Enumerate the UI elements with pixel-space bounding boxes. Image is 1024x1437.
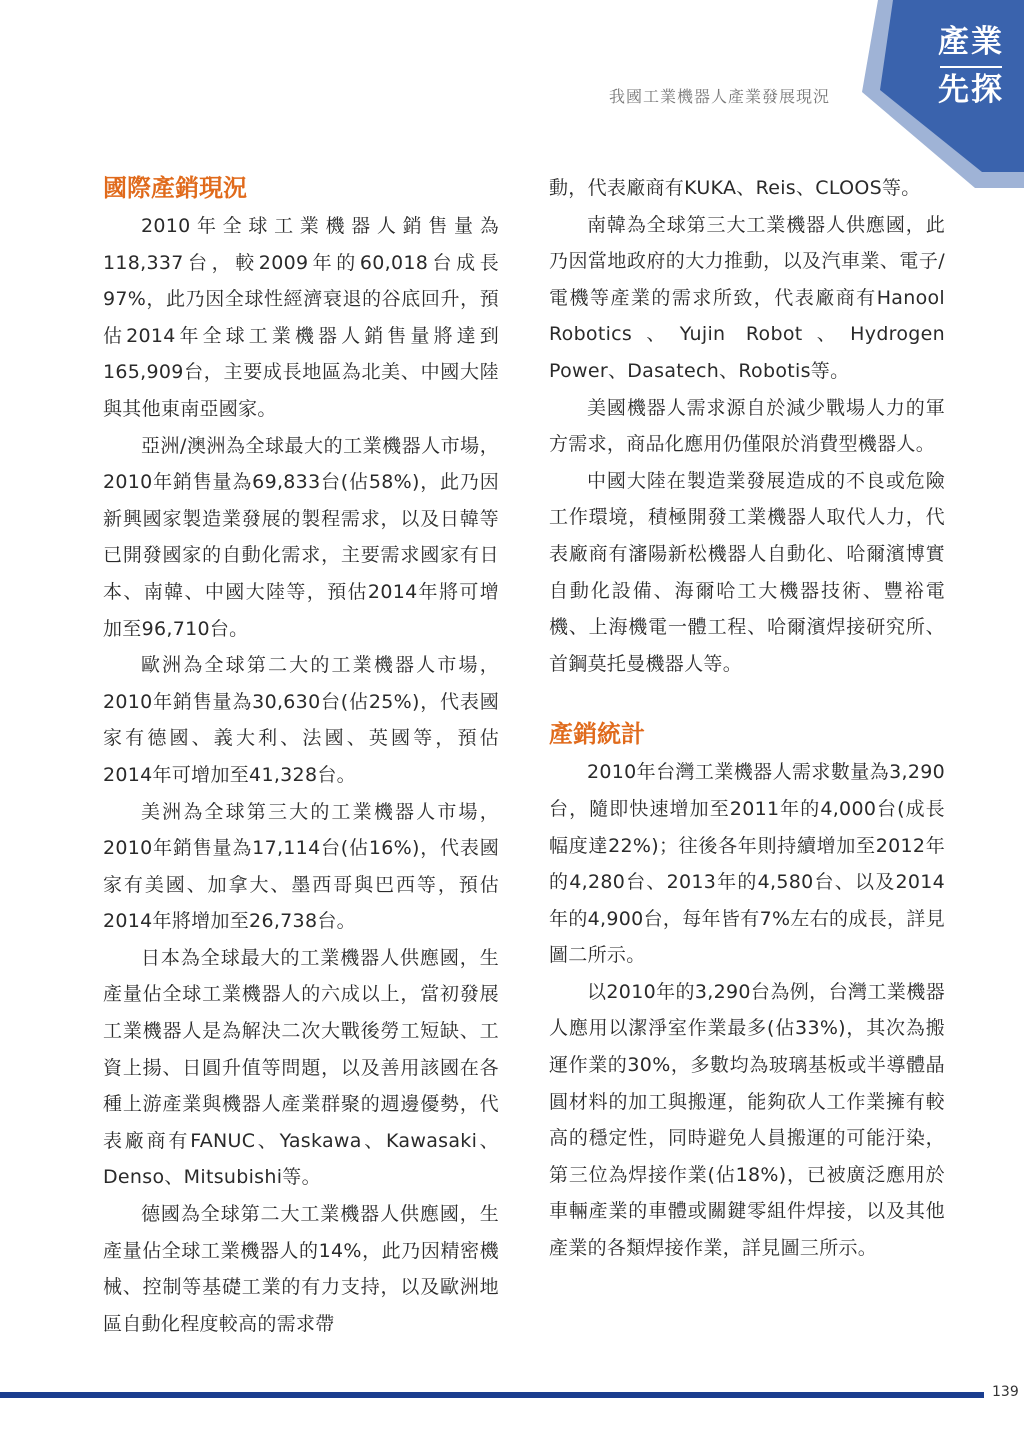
paragraph-taiwan-demand: 2010年台灣工業機器人需求數量為3,290台，隨即快速增加至2011年的4,000台(成長幅度達22%)；往後各年則持續增加至2012年的4,280台、2013年的4,580台、以及2014年的4,900台，每年皆有7%左右的成長，詳見圖二所示。	[549, 761, 945, 967]
left-column	[103, 170, 499, 1342]
section-badge	[926, 22, 1016, 110]
paragraph-global-sales: 2010年全球工業機器人銷售量為118,337台，較2009年的60,018台成長97%，此乃因全球性經濟衰退的谷底回升，預估2014年全球工業機器人銷售量將達到165,909台，主要成長地區為北美、中國大陸與其他東南亞國家。	[103, 215, 499, 420]
badge-divider	[940, 66, 1002, 68]
paragraph-usa: 美國機器人需求源自於減少戰場人力的軍方需求，商品化應用仍僅限於消費型機器人。	[549, 396, 945, 456]
paragraph-china: 中國大陸在製造業發展造成的不良或危險工作環境，積極開發工業機器人取代人力，代表廠商有瀋陽新松機器人自動化、哈爾濱博實自動化設備、海爾哈工大機器技術、豐裕電機、上海機電一體工程、哈爾濱焊接研究所、首鋼莫托曼機器人等。	[549, 469, 945, 675]
badge-line-2: 先探	[938, 72, 1004, 108]
paragraph-europe: 歐洲為全球第二大的工業機器人市場，2010年銷售量為30,630台(佔25%)，代表國家有德國、義大利、法國、英國等，預估2014年可增加至41,328台。	[103, 654, 499, 786]
paragraph-germany-continued: 動，代表廠商有KUKA、Reis、CLOOS等。	[549, 177, 921, 199]
paragraph-korea: 南韓為全球第三大工業機器人供應國，此乃因當地政府的大力推動，以及汽車業、電子/電機等產業的需求所致，代表廠商有Hanool Robotics、Yujin Robot、Hydrogen Power、Dasatech、Robotis等。	[549, 213, 945, 382]
paragraph-america: 美洲為全球第三大的工業機器人市場，2010年銷售量為17,114台(佔16%)，代表國家有美國、加拿大、墨西哥與巴西等，預估2014年將增加至26,738台。	[103, 800, 499, 933]
badge-line-1: 產業	[938, 24, 1004, 60]
section-title-statistics: 產銷統計	[549, 720, 645, 749]
footer-bar	[0, 1392, 984, 1398]
page-number: 139	[992, 1384, 1019, 1400]
right-column	[549, 170, 945, 1267]
paragraph-asia: 亞洲/澳洲為全球最大的工業機器人市場，2010年銷售量為69,833台(佔58%)，此乃因新興國家製造業發展的製程需求，以及日韓等已開發國家的自動化需求，主要需求國家有日本、南韓、中國大陸等，預估2014年將可增加至96,710台。	[103, 434, 499, 640]
paragraph-taiwan-applications: 以2010年的3,290台為例，台灣工業機器人應用以潔淨室作業最多(佔33%)，其次為搬運作業的30%，多數均為玻璃基板或半導體晶圓材料的加工與搬運，能夠砍人工作業擁有較高的穩定性，同時避免人員搬運的可能汙染，第三位為焊接作業(佔18%)，已被廣泛應用於車輛產業的車體或關鍵零組件焊接，以及其他產業的各類焊接作業，詳見圖三所示。	[549, 980, 945, 1260]
section-title-international: 國際產銷現況	[103, 174, 247, 202]
paragraph-japan: 日本為全球最大的工業機器人供應國，生產量佔全球工業機器人的六成以上，當初發展工業機器人是為解決二次大戰後勞工短缺、工資上揚、日圓升值等問題，以及善用該國在各種上游產業與機器人產業群聚的週邊優勢，代表廠商有FANUC、Yaskawa、Kawasaki、Denso、Mitsubishi等。	[103, 946, 499, 1189]
running-title: 我國工業機器人產業發展現況	[608, 87, 830, 106]
paragraph-germany: 德國為全球第二大工業機器人供應國，生產量佔全球工業機器人的14%，此乃因精密機械、控制等基礎工業的有力支持，以及歐洲地區自動化程度較高的需求帶	[103, 1203, 499, 1335]
